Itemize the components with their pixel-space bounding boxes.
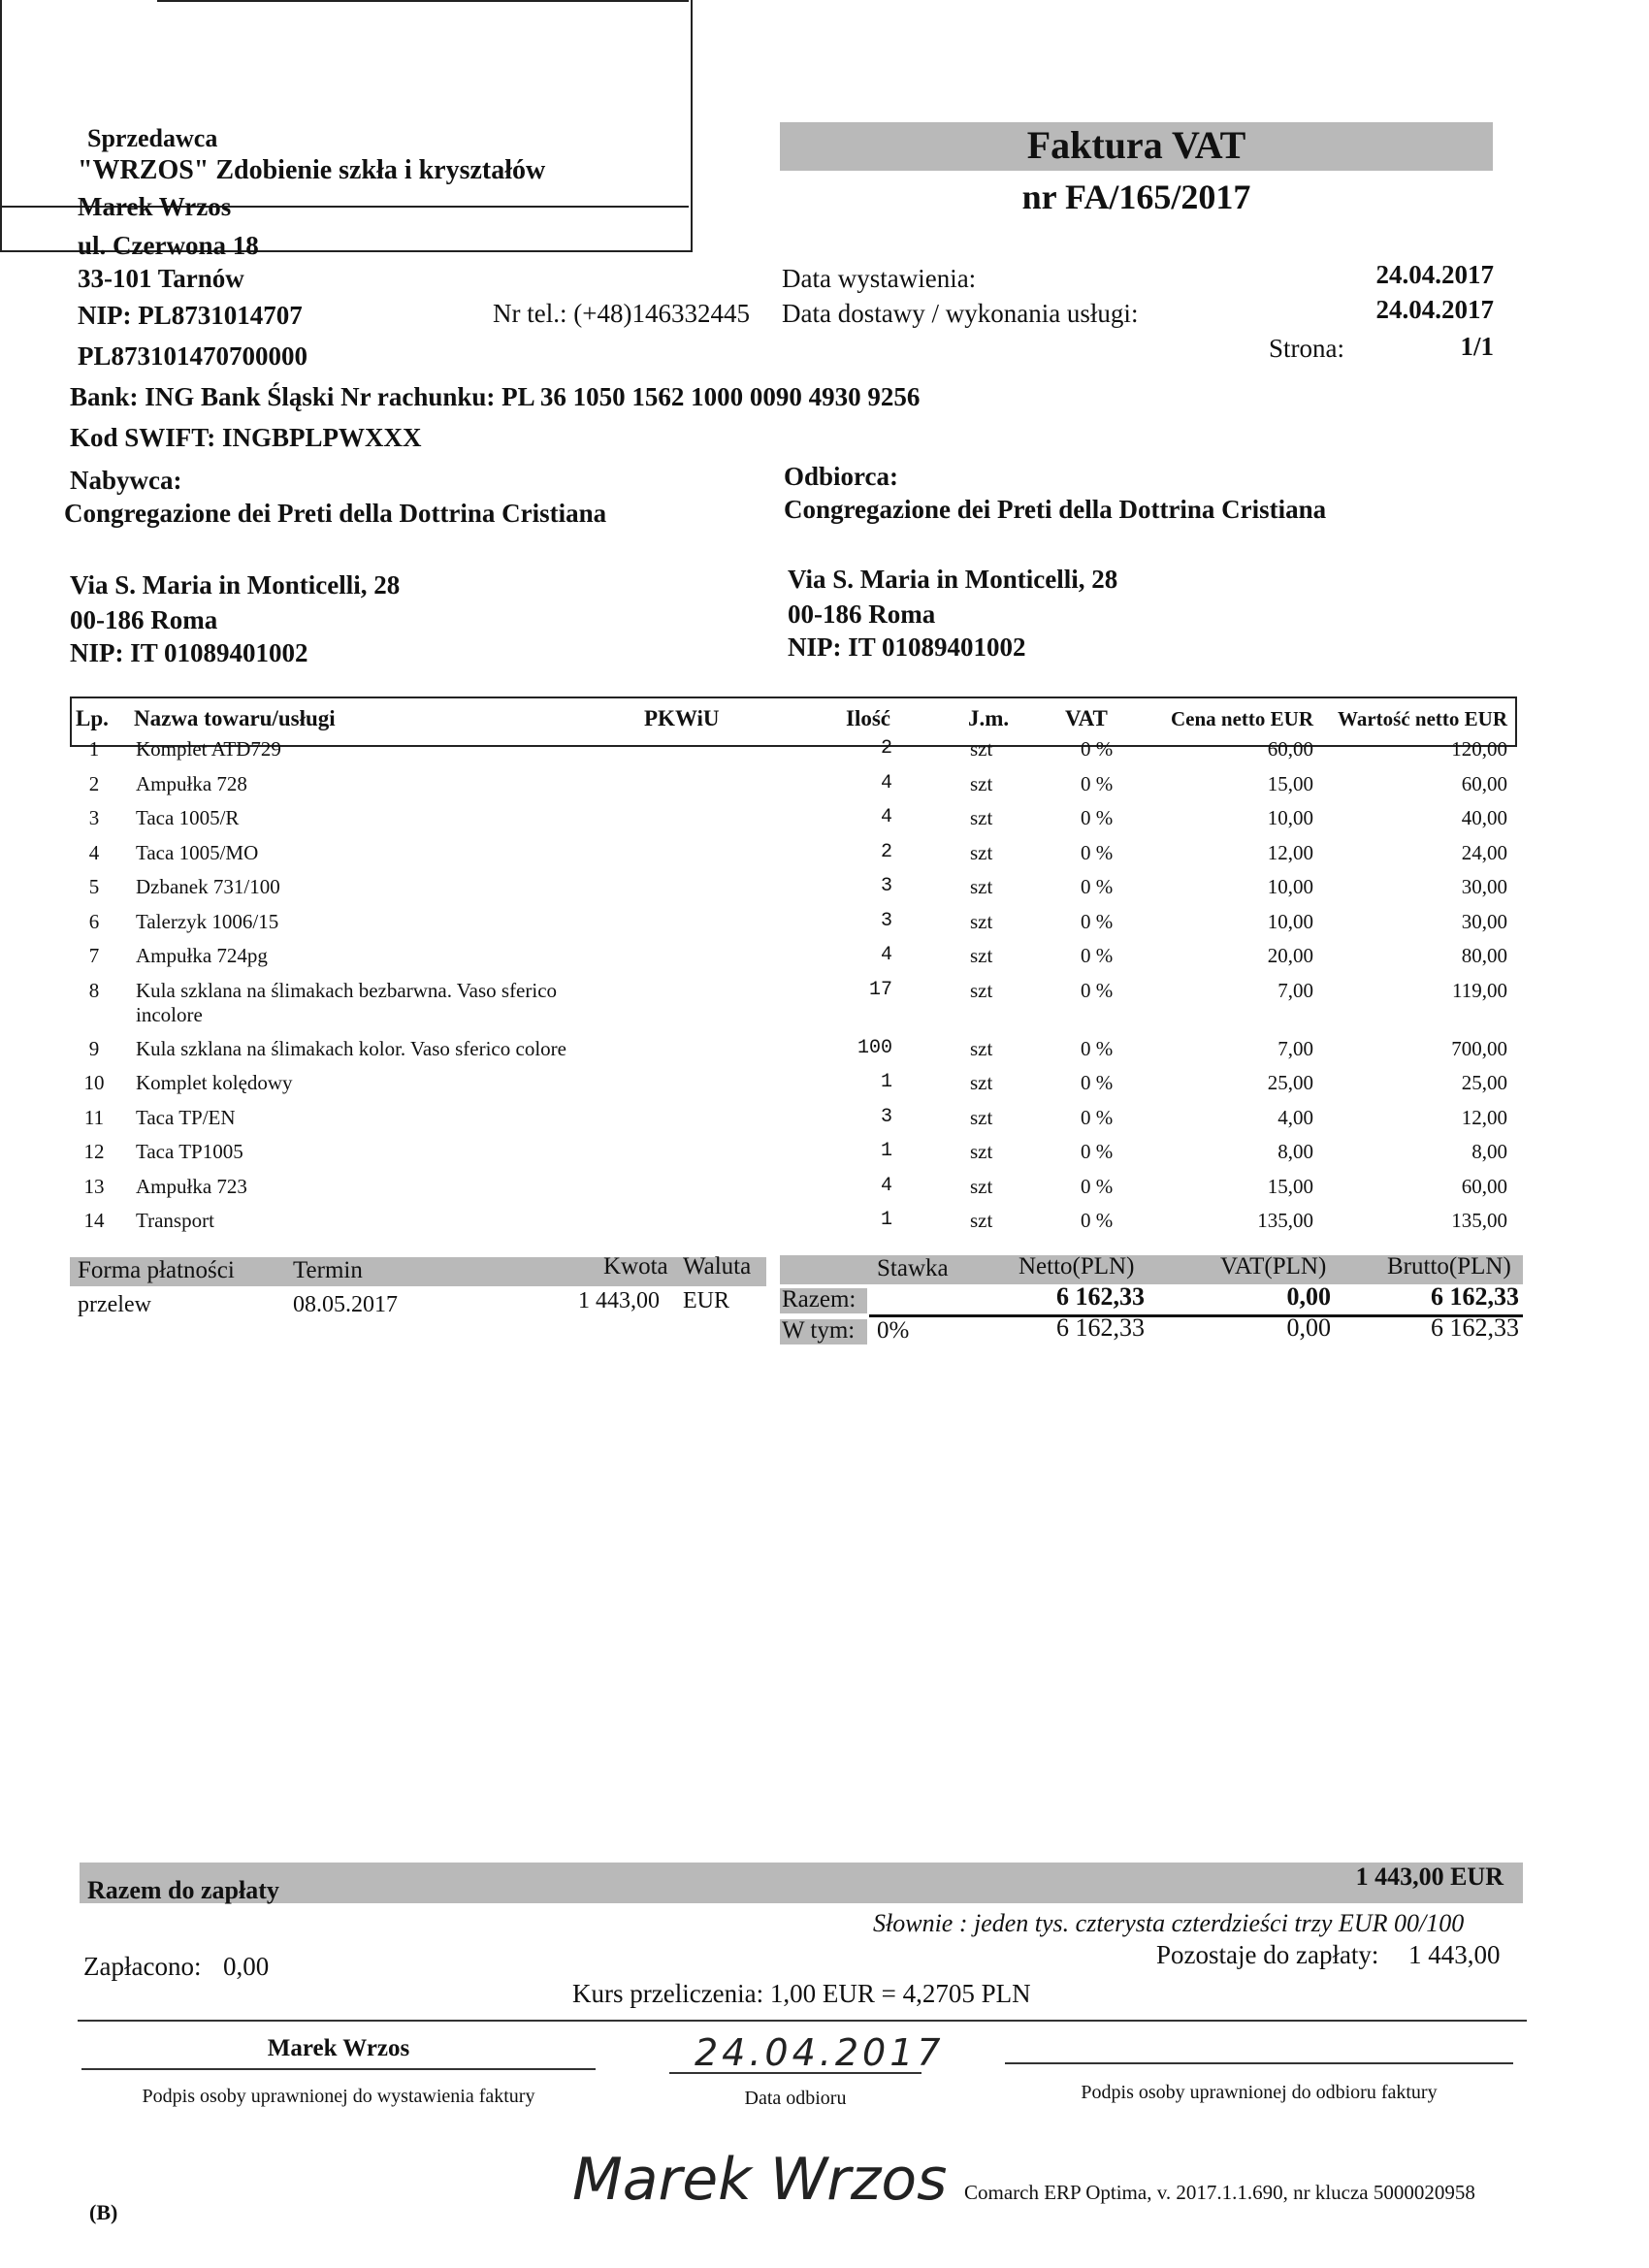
row-lp: 11 <box>83 1105 105 1129</box>
recipient-name: Congregazione dei Preti della Dottrina Cristiana <box>784 495 1327 524</box>
row-name-line1: Ampułka 728 <box>136 771 247 795</box>
row-name <box>124 1209 642 1244</box>
recipient-city: 00-186 Roma <box>788 599 936 629</box>
table-row <box>70 841 1513 876</box>
row-name <box>124 806 642 841</box>
payment-amount: 1 443,00 <box>578 1288 660 1313</box>
row-lp: 1 <box>88 737 100 761</box>
table-row <box>70 737 1513 772</box>
row-unit: szt <box>970 771 993 795</box>
table-row <box>70 1037 1513 1072</box>
remaining-label: Pozostaje do zapłaty: <box>1156 1940 1379 1969</box>
row-value: 120,00 <box>1451 737 1507 761</box>
row-unit: szt <box>970 1140 993 1163</box>
row-price: 135,00 <box>1257 1209 1313 1232</box>
bank-account: Bank: ING Bank Śląski Nr rachunku: PL 36 1050 1562 1000 0090 4930 9256 <box>70 382 921 411</box>
row-vat: 0 % <box>1081 840 1114 864</box>
row-unit: szt <box>970 737 993 761</box>
row-value: 119,00 <box>1452 978 1507 1002</box>
row-qty: 1 <box>880 1140 892 1162</box>
row-lp: 9 <box>88 1036 100 1060</box>
row-vat: 0 % <box>1081 1036 1114 1060</box>
row-pkwiu <box>642 1209 807 1244</box>
row-pkwiu <box>642 979 807 1037</box>
paid-value: 0,00 <box>223 1952 270 1981</box>
row-pkwiu <box>642 944 807 979</box>
row-price: 10,00 <box>1267 909 1313 933</box>
row-lp: 4 <box>88 840 100 864</box>
row-unit: szt <box>970 1105 993 1129</box>
row-pkwiu <box>642 910 807 945</box>
row-qty: 1 <box>880 1209 892 1231</box>
summary-rate-header: Stawka <box>877 1255 949 1281</box>
row-name-line1: Transport <box>136 1209 214 1232</box>
total-net: 6 162,33 <box>1056 1282 1145 1311</box>
summary-vat-header: VAT(PLN) <box>1220 1253 1327 1280</box>
swift-code: Kod SWIFT: INGBPLPWXXX <box>70 423 422 452</box>
remaining-value: 1 443,00 <box>1408 1940 1501 1969</box>
row-name <box>124 910 642 945</box>
row-value: 8,00 <box>1471 1140 1507 1163</box>
row-price: 20,00 <box>1267 944 1313 967</box>
row-qty: 2 <box>880 840 892 863</box>
row-name-line1: Taca 1005/MO <box>136 840 259 864</box>
row-vat: 0 % <box>1081 771 1114 795</box>
row-price: 10,00 <box>1267 806 1313 829</box>
col-lp: Lp. <box>76 706 109 730</box>
row-qty: 100 <box>857 1036 892 1059</box>
buyer-name: Congregazione dei Preti della Dottrina Cristiana <box>64 499 607 528</box>
row-pkwiu <box>642 1140 807 1175</box>
seller-city: 33-101 Tarnów <box>78 264 244 293</box>
row-price: 8,00 <box>1277 1140 1313 1163</box>
row-vat: 0 % <box>1081 978 1114 1002</box>
buyer-street: Via S. Maria in Monticelli, 28 <box>70 570 401 599</box>
seller-eu-nip: PL873101470700000 <box>78 341 308 371</box>
row-vat: 0 % <box>1081 1105 1114 1129</box>
receipt-caption: Data odbioru <box>744 2088 847 2109</box>
row-name-line1: Ampułka 723 <box>136 1174 247 1198</box>
buyer-nip: NIP: IT 01089401002 <box>70 638 308 667</box>
col-price: Cena netto EUR <box>1171 706 1313 730</box>
payment-currency: EUR <box>683 1288 729 1313</box>
recipient-street: Via S. Maria in Monticelli, 28 <box>788 565 1118 594</box>
row-name <box>124 841 642 876</box>
table-row <box>70 1071 1513 1106</box>
seller-name: "WRZOS" Zdobienie szkła i kryształów <box>78 155 546 185</box>
issuer-name: Marek Wrzos <box>267 2035 410 2061</box>
paid-label: Zapłacono: <box>83 1952 202 1981</box>
page-label: Strona: <box>1269 334 1344 363</box>
summary-gross-header: Brutto(PLN) <box>1387 1253 1511 1280</box>
row-pkwiu <box>642 1037 807 1072</box>
row-qty: 3 <box>880 909 892 932</box>
delivery-date: 24.04.2017 <box>1375 295 1494 324</box>
row-name <box>124 772 642 807</box>
seller-label: Sprzedawca <box>87 124 218 152</box>
handwritten-signature: Marek Wrzos <box>572 2146 948 2214</box>
row-value: 135,00 <box>1451 1209 1507 1232</box>
issue-date-label: Data wystawienia: <box>782 264 977 293</box>
row-qty: 2 <box>880 737 892 760</box>
seller-street: ul. Czerwona 18 <box>78 231 259 260</box>
issuer-line <box>81 2068 596 2070</box>
row-lp: 14 <box>83 1209 105 1232</box>
row-pkwiu <box>642 841 807 876</box>
row-pkwiu <box>642 737 807 772</box>
row-lp: 10 <box>83 1071 105 1094</box>
row-pkwiu <box>642 772 807 807</box>
col-qty: Ilość <box>846 706 890 730</box>
row-unit: szt <box>970 909 993 933</box>
receiver-line <box>1005 2062 1513 2064</box>
row-name-line1: Komplet kolędowy <box>136 1071 293 1094</box>
seller-phone: Nr tel.: (+48)146332445 <box>493 299 750 328</box>
row-qty: 4 <box>880 771 892 794</box>
table-row <box>70 944 1513 979</box>
row-name-line1: Taca 1005/R <box>136 806 240 829</box>
incl-rate: 0% <box>877 1317 910 1344</box>
row-value: 24,00 <box>1461 840 1507 864</box>
total-gross: 6 162,33 <box>1431 1282 1519 1311</box>
table-row <box>70 1106 1513 1141</box>
incl-net: 6 162,33 <box>1056 1313 1145 1342</box>
row-price: 15,00 <box>1267 771 1313 795</box>
row-value: 80,00 <box>1461 944 1507 967</box>
row-value: 700,00 <box>1451 1036 1507 1060</box>
row-lp: 6 <box>88 909 100 933</box>
row-lp: 7 <box>88 944 100 967</box>
table-row <box>70 806 1513 841</box>
row-pkwiu <box>642 1106 807 1141</box>
row-vat: 0 % <box>1081 1209 1114 1232</box>
due-label: Razem do zapłaty <box>87 1876 279 1904</box>
recipient-label: Odbiorca: <box>784 462 899 491</box>
page-value: 1/1 <box>1460 332 1494 361</box>
row-name-line1: Talerzyk 1006/15 <box>136 909 279 933</box>
row-name-line1: Kula szklana na ślimakach bezbarwna. Vaso sferico <box>136 978 558 1002</box>
row-unit: szt <box>970 1036 993 1060</box>
row-name-line1: Taca TP1005 <box>136 1140 243 1163</box>
row-name <box>124 875 642 910</box>
table-row <box>70 1140 1513 1175</box>
row-unit: szt <box>970 875 993 898</box>
row-qty: 4 <box>880 944 892 966</box>
row-name <box>124 944 642 979</box>
row-qty: 1 <box>880 1071 892 1093</box>
issue-date: 24.04.2017 <box>1375 260 1494 289</box>
row-vat: 0 % <box>1081 737 1114 761</box>
payment-amount-header: Kwota <box>603 1253 668 1280</box>
summary-net-header: Netto(PLN) <box>1018 1253 1135 1280</box>
row-lp: 8 <box>88 978 100 1002</box>
row-value: 30,00 <box>1461 909 1507 933</box>
row-qty: 4 <box>880 806 892 828</box>
exchange-rate: Kurs przeliczenia: 1,00 EUR = 4,2705 PLN <box>572 1979 1031 2008</box>
row-name-line1: Dzbanek 731/100 <box>136 875 280 898</box>
row-pkwiu <box>642 875 807 910</box>
row-unit: szt <box>970 840 993 864</box>
receipt-date-handwritten: 24.04.2017 <box>695 2031 945 2074</box>
row-vat: 0 % <box>1081 909 1114 933</box>
row-value: 25,00 <box>1461 1071 1507 1094</box>
row-name <box>124 979 642 1037</box>
delivery-date-label: Data dostawy / wykonania usługi: <box>782 299 1139 328</box>
payment-form-header: Forma płatności <box>78 1257 235 1283</box>
row-name <box>124 737 642 772</box>
total-vat: 0,00 <box>1286 1282 1331 1311</box>
row-name <box>124 1037 642 1072</box>
row-value: 60,00 <box>1461 771 1507 795</box>
row-price: 7,00 <box>1277 978 1313 1002</box>
table-row <box>70 772 1513 807</box>
row-value: 40,00 <box>1461 806 1507 829</box>
col-pkwiu: PKWiU <box>644 706 720 730</box>
row-vat: 0 % <box>1081 1174 1114 1198</box>
row-vat: 0 % <box>1081 875 1114 898</box>
row-name-line1: Kula szklana na ślimakach kolor. Vaso sferico colore <box>136 1036 566 1060</box>
row-qty: 3 <box>880 875 892 897</box>
payment-term: 08.05.2017 <box>293 1292 398 1317</box>
col-unit: J.m. <box>968 706 1010 730</box>
row-vat: 0 % <box>1081 806 1114 829</box>
table-row <box>70 910 1513 945</box>
row-unit: szt <box>970 978 993 1002</box>
row-unit: szt <box>970 1071 993 1094</box>
row-pkwiu <box>642 1071 807 1106</box>
row-qty: 3 <box>880 1105 892 1128</box>
payment-form: przelew <box>78 1292 151 1317</box>
row-lp: 5 <box>88 875 100 898</box>
due-words: Słownie : jeden tys. czterysta czterdzieści trzy EUR 00/100 <box>873 1909 1465 1937</box>
payment-currency-header: Waluta <box>683 1253 752 1280</box>
receiver-caption: Podpis osoby uprawnionej do odbioru faktury <box>1081 2082 1438 2103</box>
incl-label: W tym: <box>782 1317 856 1344</box>
row-unit: szt <box>970 1174 993 1198</box>
row-pkwiu <box>642 806 807 841</box>
table-row <box>70 875 1513 910</box>
row-qty: 4 <box>880 1174 892 1197</box>
row-lp: 2 <box>88 771 100 795</box>
row-value: 60,00 <box>1461 1174 1507 1198</box>
invoice-number: nr FA/165/2017 <box>1021 178 1251 216</box>
table-row <box>70 1175 1513 1210</box>
items-table <box>70 700 1513 1244</box>
row-lp: 12 <box>83 1140 105 1163</box>
col-name: Nazwa towaru/usługi <box>134 706 336 730</box>
row-name-line1: Taca TP/EN <box>136 1105 236 1129</box>
payment-term-header: Termin <box>293 1257 363 1283</box>
row-value: 30,00 <box>1461 875 1507 898</box>
row-lp: 13 <box>83 1174 105 1198</box>
due-amount: 1 443,00 EUR <box>1355 1863 1504 1891</box>
software-info: Comarch ERP Optima, v. 2017.1.1.690, nr klucza 5000020958 <box>964 2181 1475 2204</box>
seller-nip: NIP: PL8731014707 <box>78 301 303 330</box>
row-pkwiu <box>642 1175 807 1210</box>
row-price: 25,00 <box>1267 1071 1313 1094</box>
row-price: 60,00 <box>1267 737 1313 761</box>
row-unit: szt <box>970 944 993 967</box>
seller-owner: Marek Wrzos <box>78 192 232 221</box>
row-price: 15,00 <box>1267 1174 1313 1198</box>
total-label: Razem: <box>782 1286 857 1312</box>
recipient-nip: NIP: IT 01089401002 <box>788 632 1026 662</box>
issuer-caption: Podpis osoby uprawnionej do wystawienia faktury <box>142 2086 535 2107</box>
row-unit: szt <box>970 806 993 829</box>
row-name <box>124 1175 642 1210</box>
row-name <box>124 1140 642 1175</box>
row-value: 12,00 <box>1461 1105 1507 1129</box>
incl-gross: 6 162,33 <box>1431 1313 1519 1342</box>
row-vat: 0 % <box>1081 1140 1114 1163</box>
buyer-label: Nabywca: <box>70 466 182 495</box>
receipt-line <box>669 2072 922 2074</box>
buyer-city: 00-186 Roma <box>70 605 218 634</box>
row-vat: 0 % <box>1081 1071 1114 1094</box>
row-unit: szt <box>970 1209 993 1232</box>
row-name-line2: incolore <box>136 1002 203 1026</box>
incl-vat: 0,00 <box>1286 1313 1331 1342</box>
table-row <box>70 1209 1513 1244</box>
row-qty: 17 <box>868 978 892 1001</box>
row-vat: 0 % <box>1081 944 1114 967</box>
footer-mark: (B) <box>89 2200 118 2224</box>
row-price: 4,00 <box>1277 1105 1313 1129</box>
row-name <box>124 1106 642 1141</box>
row-name <box>124 1071 642 1106</box>
signature-divider <box>78 2020 1527 2022</box>
table-row <box>70 979 1513 1037</box>
row-price: 7,00 <box>1277 1036 1313 1060</box>
col-vat: VAT <box>1065 706 1108 730</box>
row-lp: 3 <box>88 806 100 829</box>
row-name-line1: Komplet ATD729 <box>136 737 281 761</box>
row-price: 10,00 <box>1267 875 1313 898</box>
row-price: 12,00 <box>1267 840 1313 864</box>
invoice-title: Faktura VAT <box>1026 123 1246 167</box>
row-name-line1: Ampułka 724pg <box>136 944 268 967</box>
col-value: Wartość netto EUR <box>1338 706 1507 730</box>
